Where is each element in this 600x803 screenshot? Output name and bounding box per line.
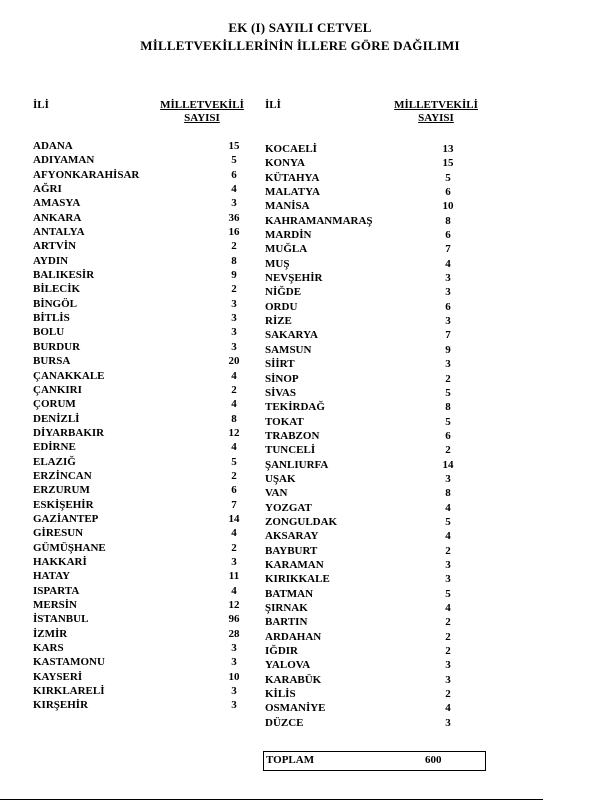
province-row: [265, 373, 475, 387]
province-name: DİYARBAKIR: [33, 426, 105, 439]
province-name: YOZGAT: [265, 501, 312, 514]
province-name: HATAY: [33, 570, 71, 583]
province-row: [265, 459, 475, 473]
province-name: DENİZLİ: [33, 412, 80, 425]
province-name: BİNGÖL: [33, 297, 78, 310]
deputy-count: 36: [228, 211, 240, 224]
deputy-count: 3: [231, 340, 237, 353]
deputy-count: 5: [445, 171, 451, 184]
deputy-count: 2: [445, 544, 451, 557]
province-name: BURDUR: [33, 340, 81, 353]
deputy-count: 4: [445, 702, 451, 715]
province-name: ANKARA: [33, 211, 82, 224]
province-row: [33, 283, 237, 297]
province-row: [265, 172, 475, 186]
deputy-count: 10: [228, 670, 240, 683]
province-row: [265, 301, 475, 315]
province-name: ŞANLIURFA: [265, 458, 329, 471]
province-name: ŞIRNAK: [265, 602, 308, 614]
deputy-count: 96: [228, 613, 240, 626]
province-row: [265, 430, 475, 444]
province-name: IĞDIR: [265, 645, 299, 658]
province-name: KARABÜK: [265, 673, 322, 686]
province-name: ARDAHAN: [265, 630, 322, 643]
province-name: YALOVA: [265, 659, 311, 672]
province-row: [33, 183, 237, 197]
province-name: VAN: [265, 487, 288, 500]
deputy-count: 3: [445, 315, 451, 328]
deputy-count: 4: [231, 441, 237, 454]
deputy-count: 5: [445, 515, 451, 528]
province-name: SAKARYA: [265, 329, 318, 342]
deputy-count: 14: [442, 458, 454, 471]
left-count-header-line2: SAYISI: [184, 112, 220, 124]
bottom-rule: [0, 799, 543, 800]
province-row: [265, 229, 475, 243]
province-row: [265, 702, 475, 716]
deputy-count: 3: [231, 555, 237, 568]
province-name: HAKKARİ: [33, 555, 87, 568]
province-row: [265, 487, 475, 501]
province-name: MERSİN: [33, 599, 78, 611]
province-name: OSMANİYE: [265, 702, 326, 715]
deputy-count: 8: [445, 214, 451, 227]
province-row: [33, 512, 240, 527]
deputy-count: 7: [231, 498, 237, 511]
province-name: ERZURUM: [33, 484, 90, 497]
province-row: [265, 516, 475, 530]
province-row: [265, 186, 475, 200]
province-name: BİTLİS: [33, 312, 70, 325]
province-row: [33, 426, 240, 441]
province-row: [33, 312, 237, 326]
deputy-count: 5: [445, 415, 451, 428]
deputy-count: 3: [231, 699, 237, 712]
deputy-count: 4: [231, 584, 237, 597]
province-row: [33, 240, 237, 254]
right-count-header: [394, 99, 478, 125]
province-name: EDİRNE: [33, 441, 76, 454]
deputy-count: 3: [445, 472, 451, 485]
province-name: BOLU: [33, 326, 65, 339]
province-name: ESKİŞEHİR: [33, 498, 94, 511]
province-name: AĞRI: [33, 183, 62, 196]
province-row: [265, 530, 475, 544]
province-name: KIRIKKALE: [265, 573, 330, 586]
province-name: ZONGULDAK: [265, 515, 338, 528]
province-row: [33, 570, 240, 584]
province-row: [33, 441, 237, 455]
deputy-count: 3: [445, 272, 451, 285]
province-row: [33, 498, 237, 513]
province-name: TUNCELİ: [265, 444, 316, 457]
province-row: [265, 243, 475, 257]
province-name: BİLECİK: [33, 283, 81, 296]
province-row: [33, 699, 237, 713]
deputy-count: 4: [231, 369, 237, 382]
province-row: [33, 412, 237, 427]
province-row: [33, 140, 240, 154]
deputy-count: 28: [228, 627, 240, 640]
province-name: AYDIN: [33, 254, 69, 267]
province-row: [33, 168, 237, 183]
deputy-count: 3: [445, 716, 451, 729]
province-row: [33, 355, 240, 369]
province-name: ERZİNCAN: [33, 469, 92, 482]
deputy-count: 16: [228, 226, 240, 239]
province-row: [265, 286, 475, 300]
deputy-count: 2: [231, 469, 237, 482]
deputy-count: 6: [445, 186, 451, 199]
deputy-count: 3: [445, 358, 451, 371]
deputy-count: 3: [231, 642, 237, 655]
deputy-count: 13: [442, 143, 454, 155]
province-name: İZMİR: [33, 627, 68, 640]
deputy-count: 8: [445, 401, 451, 414]
deputy-count: 4: [231, 527, 237, 540]
deputy-count: 4: [445, 257, 451, 270]
province-row: [265, 358, 475, 372]
deputy-count: 15: [228, 140, 240, 152]
province-row: [265, 559, 475, 573]
deputy-count: 8: [445, 487, 451, 500]
province-row: [265, 258, 475, 272]
province-name: KIRŞEHİR: [33, 699, 89, 712]
province-name: NEVŞEHİR: [265, 272, 323, 285]
province-row: [33, 527, 237, 541]
deputy-count: 4: [445, 530, 451, 543]
province-row: [265, 717, 475, 731]
province-row: [33, 685, 237, 699]
deputy-count: 2: [445, 616, 451, 629]
province-name: AFYONKARAHİSAR: [33, 168, 140, 181]
province-row: [265, 545, 475, 559]
deputy-count: 5: [231, 455, 237, 468]
province-row: [265, 616, 475, 630]
province-name: BATMAN: [265, 587, 314, 600]
province-row: [265, 215, 475, 229]
province-row: [33, 627, 240, 642]
province-name: GÜMÜŞHANE: [33, 541, 106, 554]
province-name: TRABZON: [265, 429, 320, 442]
province-row: [265, 473, 475, 487]
right-province-list: [265, 143, 475, 731]
deputy-count: 12: [228, 599, 240, 611]
deputy-count: 3: [445, 558, 451, 571]
province-name: SİVAS: [265, 386, 296, 399]
deputy-count: 2: [445, 372, 451, 385]
deputy-count: 6: [231, 168, 237, 181]
province-row: [33, 670, 240, 685]
province-name: AKSARAY: [265, 530, 319, 543]
province-name: BARTIN: [265, 616, 308, 629]
province-row: [33, 584, 237, 599]
province-row: [33, 398, 237, 412]
province-row: [265, 143, 475, 157]
province-name: KASTAMONU: [33, 656, 105, 669]
deputy-count: 8: [231, 254, 237, 267]
province-name: MUŞ: [265, 257, 290, 270]
province-row: [33, 656, 237, 670]
deputy-count: 2: [231, 240, 237, 253]
province-name: KONYA: [265, 157, 305, 170]
deputy-count: 3: [231, 656, 237, 669]
deputy-count: 3: [445, 673, 451, 686]
deputy-count: 3: [445, 286, 451, 299]
deputy-count: 7: [445, 329, 451, 342]
deputy-count: 3: [231, 326, 237, 339]
document-title: EK (I) SAYILI CETVEL: [228, 20, 372, 35]
deputy-count: 12: [228, 426, 240, 439]
province-name: KÜTAHYA: [265, 171, 320, 184]
province-row: [265, 272, 475, 286]
province-name: ÇORUM: [33, 398, 76, 411]
province-row: [265, 329, 475, 343]
province-row: [33, 326, 237, 340]
deputy-count: 20: [228, 355, 240, 368]
total-label: TOPLAM: [266, 754, 315, 766]
province-name: KAYSERİ: [33, 670, 83, 683]
province-name: SİİRT: [265, 358, 295, 371]
left-count-header: [160, 99, 244, 125]
province-row: [33, 226, 240, 240]
province-name: GAZİANTEP: [33, 512, 99, 525]
province-row: [33, 484, 237, 498]
deputy-count: 9: [231, 269, 237, 282]
province-name: TEKİRDAĞ: [265, 401, 325, 414]
deputy-count: 4: [445, 501, 451, 514]
province-name: ÇANKIRI: [33, 383, 82, 396]
deputy-count: 3: [445, 573, 451, 586]
left-il-header: İLİ: [33, 99, 49, 111]
deputy-count: 7: [445, 243, 451, 256]
province-name: ADANA: [33, 140, 73, 152]
province-name: NİĞDE: [265, 286, 302, 299]
deputy-count: 9: [445, 343, 451, 356]
deputy-count: 6: [445, 300, 451, 313]
province-name: UŞAK: [265, 472, 296, 485]
province-row: [33, 197, 237, 211]
province-row: [265, 502, 475, 516]
deputy-count: 2: [445, 645, 451, 658]
province-name: SAMSUN: [265, 343, 312, 356]
province-row: [33, 642, 237, 656]
deputy-count: 5: [445, 587, 451, 600]
province-name: MANİSA: [265, 200, 310, 213]
province-row: [265, 200, 475, 214]
left-count-header-line1: MİLLETVEKİLİ: [160, 99, 244, 111]
right-count-header-line2: SAYISI: [418, 112, 454, 124]
province-row: [265, 688, 475, 702]
deputy-count: 4: [231, 398, 237, 411]
province-name: KOCAELİ: [265, 143, 317, 155]
deputy-count: 6: [231, 484, 237, 497]
document-subtitle: MİLLETVEKİLLERİNİN İLLERE GÖRE DAĞILIMI: [140, 38, 460, 53]
deputy-count: 2: [231, 283, 237, 296]
province-row: [265, 401, 475, 415]
province-row: [33, 340, 237, 355]
province-name: DÜZCE: [265, 716, 304, 729]
deputy-count: 4: [445, 602, 451, 614]
deputy-count: 6: [445, 229, 451, 242]
province-name: BURSA: [33, 355, 71, 368]
province-name: KİLİS: [265, 688, 296, 701]
total-value: 600: [425, 754, 442, 766]
province-name: KARAMAN: [265, 558, 324, 571]
deputy-count: 5: [231, 154, 237, 167]
province-row: [265, 387, 475, 401]
deputy-count: 2: [231, 541, 237, 554]
province-row: [33, 154, 237, 168]
province-row: [33, 383, 237, 398]
deputy-count: 10: [442, 200, 454, 213]
province-row: [265, 588, 475, 602]
deputy-count: 5: [445, 386, 451, 399]
deputy-count: 2: [445, 688, 451, 701]
province-name: ISPARTA: [33, 584, 80, 597]
deputy-count: 3: [445, 659, 451, 672]
province-row: [33, 541, 237, 556]
province-name: SİNOP: [265, 372, 299, 385]
total-box: [263, 751, 486, 771]
province-name: ELAZIĞ: [33, 455, 76, 468]
deputy-count: 2: [231, 383, 237, 396]
province-row: [265, 659, 475, 673]
province-name: MUĞLA: [265, 243, 308, 256]
deputy-count: 3: [231, 197, 237, 210]
province-row: [33, 297, 237, 312]
deputy-count: 8: [231, 412, 237, 425]
deputy-count: 3: [231, 297, 237, 310]
deputy-count: 2: [445, 630, 451, 643]
province-row: [33, 369, 237, 384]
left-province-list: [33, 140, 240, 714]
right-il-header: İLİ: [265, 99, 281, 111]
province-row: [265, 344, 475, 358]
deputy-count: 6: [445, 429, 451, 442]
province-name: GİRESUN: [33, 527, 84, 540]
province-name: ADIYAMAN: [33, 154, 95, 167]
province-row: [265, 157, 475, 171]
province-row: [33, 613, 240, 627]
deputy-count: 15: [442, 157, 454, 170]
province-name: KARS: [33, 642, 64, 655]
province-name: KAHRAMANMARAŞ: [265, 214, 373, 227]
province-row: [265, 444, 475, 458]
deputy-count: 2: [445, 444, 451, 457]
province-row: [33, 555, 237, 570]
province-row: [33, 269, 237, 283]
province-name: MARDİN: [265, 229, 312, 242]
province-name: BAYBURT: [265, 544, 318, 557]
province-row: [33, 599, 240, 613]
province-name: MALATYA: [265, 186, 321, 199]
province-name: BALIKESİR: [33, 269, 95, 282]
province-name: ÇANAKKALE: [33, 369, 105, 382]
province-row: [265, 315, 475, 329]
province-name: KIRKLARELİ: [33, 685, 105, 698]
province-name: ANTALYA: [33, 226, 85, 239]
province-name: ORDU: [265, 300, 298, 313]
deputy-count: 14: [228, 512, 240, 525]
province-name: İSTANBUL: [33, 613, 89, 626]
deputy-count: 3: [231, 312, 237, 325]
province-row: [265, 674, 475, 688]
province-name: AMASYA: [33, 197, 81, 210]
province-row: [265, 631, 475, 645]
province-name: ARTVİN: [33, 240, 77, 253]
deputy-count: 11: [228, 570, 240, 583]
deputy-count: 4: [231, 183, 237, 196]
province-row: [265, 416, 475, 430]
province-row: [33, 469, 237, 484]
province-row: [265, 602, 475, 616]
province-row: [33, 211, 240, 226]
province-name: TOKAT: [265, 415, 304, 428]
province-row: [265, 645, 475, 659]
deputy-count: 3: [231, 685, 237, 698]
province-name: RİZE: [265, 315, 292, 328]
province-row: [33, 254, 237, 269]
right-count-header-line1: MİLLETVEKİLİ: [394, 99, 478, 111]
province-row: [33, 455, 237, 470]
province-row: [265, 573, 475, 587]
